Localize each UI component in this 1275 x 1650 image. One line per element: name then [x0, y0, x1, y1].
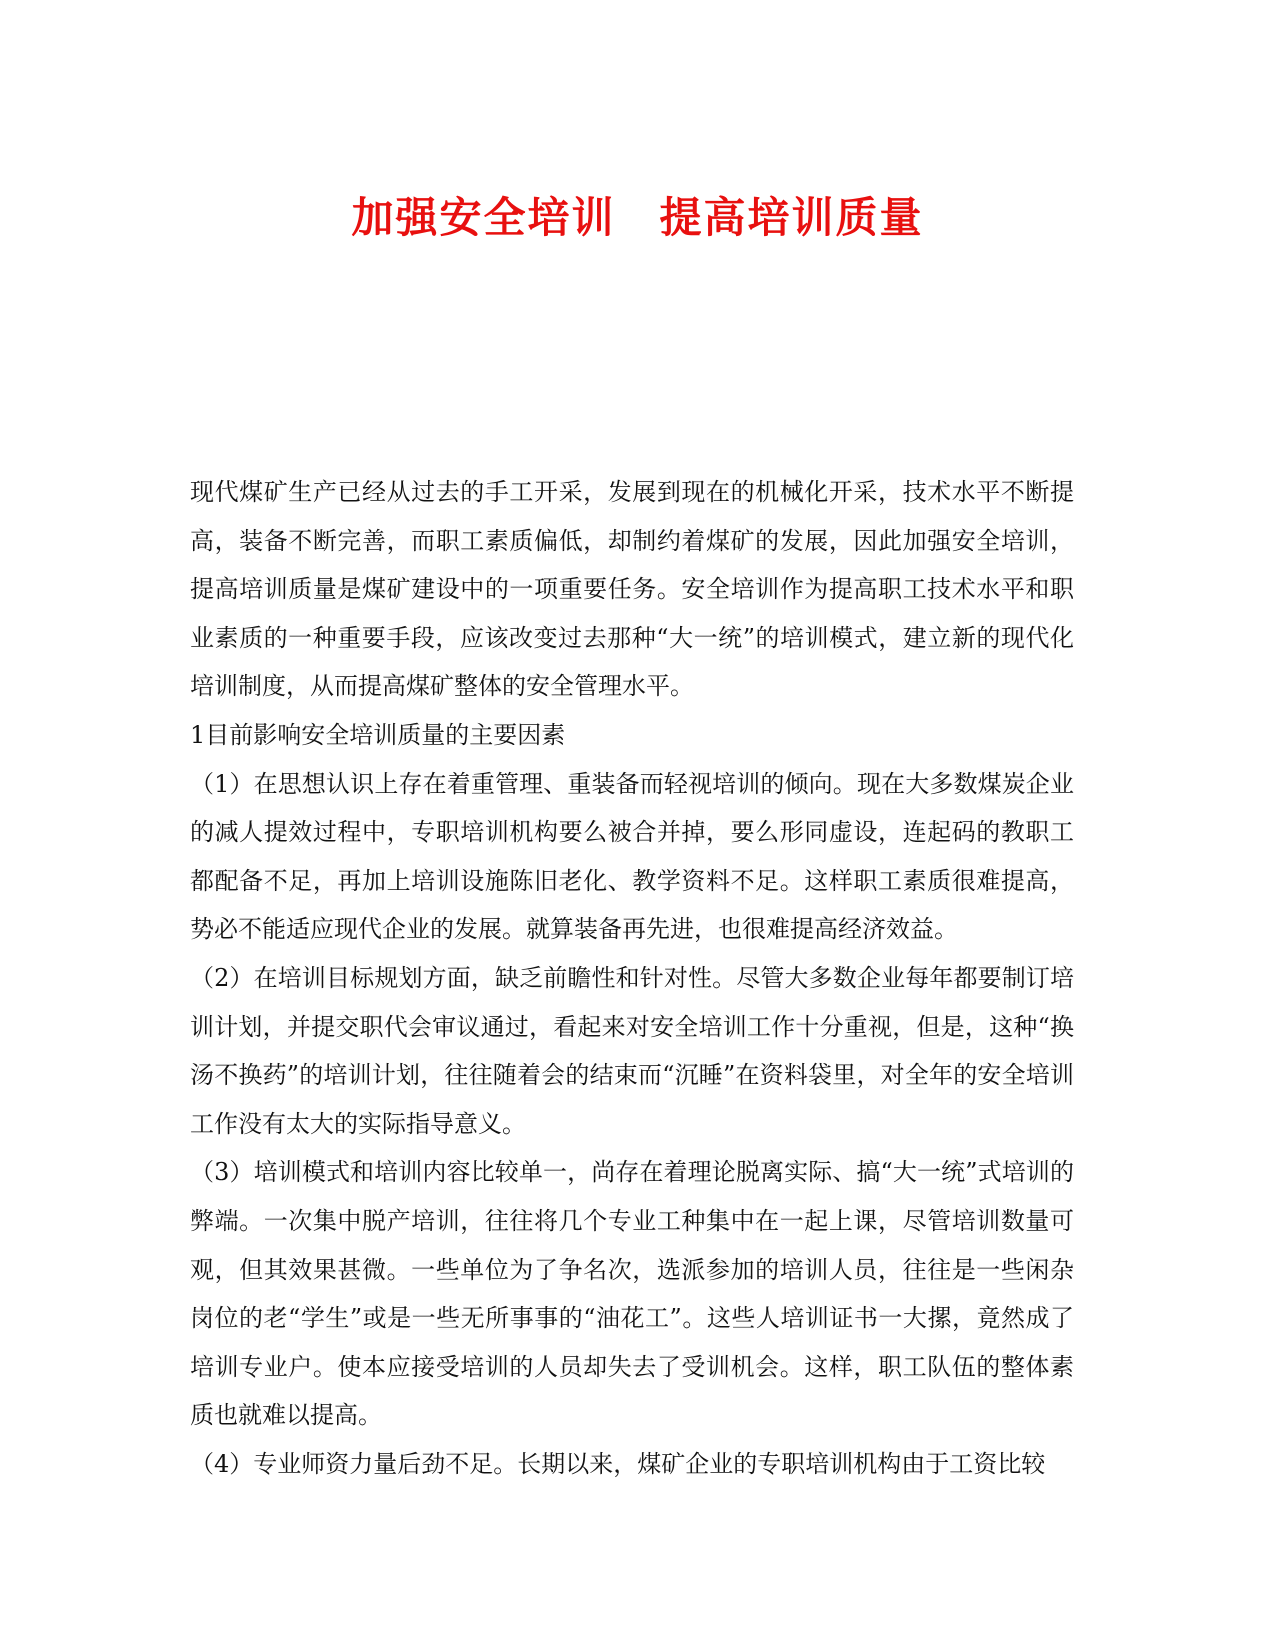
document-body [190, 468, 1074, 1488]
factor-paragraph-2: （2）在培训目标规划方面，缺乏前瞻性和针对性。尽管大多数企业每年都要制订培训计划，并提交职代会审议通过，看起来对安全培训工作十分重视，但是，这种“换汤不换药”的培训计划，往往随着会的结束而“沉睡”在资料袋里，对全年的安全培训工作没有太大的实际指导意义。 [190, 963, 1074, 1138]
factor-paragraph-1: （1）在思想认识上存在着重管理、重装备而轻视培训的倾向。现在大多数煤炭企业的减人提效过程中，专职培训机构要么被合并掉，要么形同虚设，连起码的教职工都配备不足，再加上培训设施陈旧老化、教学资料不足。这样职工素质很难提高，势必不能适应现代企业的发展。就算装备再先进，也很难提高经济效益。 [190, 769, 1074, 944]
document-title: 加强安全培训 提高培训质量 [351, 193, 924, 243]
section-heading: 1目前影响安全培训质量的主要因素 [190, 720, 566, 749]
intro-paragraph: 现代煤矿生产已经从过去的手工开采，发展到现在的机械化开采，技术水平不断提高，装备不断完善，而职工素质偏低，却制约着煤矿的发展，因此加强安全培训，提高培训质量是煤矿建设中的一项重要任务。安全培训作为提高职工技术水平和职业素质的一种重要手段，应该改变过去那种“大一统”的培训模式，建立新的现代化培训制度，从而提高煤矿整体的安全管理水平。 [190, 478, 1074, 701]
factor-paragraph-3: （3）培训模式和培训内容比较单一，尚存在着理论脱离实际、搞“大一统”式培训的弊端。一次集中脱产培训，往往将几个专业工种集中在一起上课，尽管培训数量可观，但其效果甚微。一些单位为了争名次，选派参加的培训人员，往往是一些闲杂岗位的老“学生”或是一些无所事事的“油花工”。这些人培训证书一大摞，竟然成了培训专业户。使本应接受培训的人员却失去了受训机会。这样，职工队伍的整体素质也就难以提高。 [190, 1158, 1074, 1430]
factor-paragraph-4: （4）专业师资力量后劲不足。长期以来，煤矿企业的专职培训机构由于工资比较 [190, 1449, 1046, 1478]
